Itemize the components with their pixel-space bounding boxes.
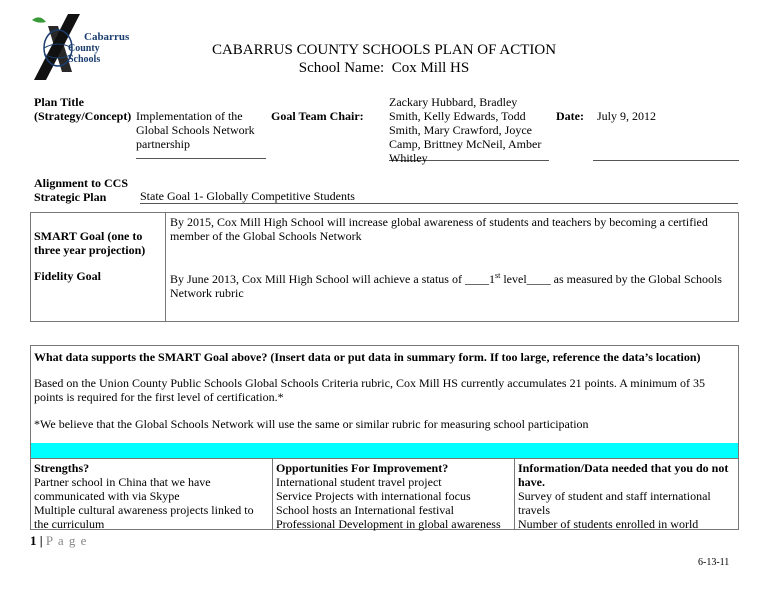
data-question: What data supports the SMART Goal above? (Insert data or put data in summary form. If too large, reference the data’s location) <box>34 350 701 364</box>
highlight-band <box>31 443 738 458</box>
strengths-item: Multiple cultural awareness projects linked to the curriculum <box>34 503 254 531</box>
opportunities-item: Professional Development in global awareness <box>276 517 501 531</box>
school-name-label: School Name: <box>298 60 385 76</box>
opportunities-item: International student travel project <box>276 475 442 489</box>
alignment-label-line2: Strategic Plan <box>34 190 107 204</box>
alignment-label-line1: Alignment to CCS <box>34 176 129 190</box>
fidelity-text-end: level____ as measured by the Global Schools Network rubric <box>170 272 722 300</box>
goals-table-divider <box>165 212 166 322</box>
info-needed-item: Survey of student and staff international travels <box>518 489 711 517</box>
plan-title-value: Implementation of the Global Schools Network partnership <box>136 109 266 159</box>
page-title: CABARRUS COUNTY SCHOOLS PLAN OF ACTION <box>211 42 557 58</box>
alignment-value: State Goal 1- Globally Competitive Students <box>140 189 738 204</box>
info-needed-column <box>518 461 736 531</box>
data-paragraph-2: *We believe that the Global Schools Network will use the same or similar rubric for measuring school participation <box>34 417 589 431</box>
plan-title-label-line2: (Strategy/Concept) <box>34 109 132 123</box>
fidelity-goal-label: Fidelity Goal <box>34 269 101 283</box>
alignment-label <box>34 176 154 204</box>
smart-goal-label: SMART Goal (one to three year projection) <box>34 229 146 257</box>
smart-goal-text: By 2015, Cox Mill High School will increase global awareness of students and teachers by becoming a certified member of the Global Schools Network <box>170 215 708 243</box>
opportunities-title: Opportunities For Improvement? <box>276 461 449 475</box>
page-footer: 1 | P a g e <box>30 533 88 548</box>
document-code: 6-13-11 <box>698 557 730 568</box>
strengths-column <box>34 461 270 531</box>
opportunities-item: School hosts an International festival <box>276 503 454 517</box>
opportunities-column <box>276 461 512 531</box>
date-underline <box>593 160 739 161</box>
goal-team-chair-value: Zackary Hubbard, Bradley Smith, Kelly Edwards, Todd Smith, Mary Crawford, Joyce Camp, Brittney McNeil, Amber Whitley <box>389 95 549 161</box>
logo-text-line2: County Schools <box>68 43 101 65</box>
school-name-line <box>0 60 768 77</box>
goal-team-chair-label: Goal Team Chair: <box>271 109 364 123</box>
strengths-item: Partner school in China that we have communicated with via Skype <box>34 475 211 503</box>
plan-title-label-line1: Plan Title <box>34 95 84 109</box>
fidelity-goal-text <box>170 269 725 300</box>
logo-text-line1: Cabarrus <box>84 31 130 43</box>
info-needed-title: Information/Data needed that you do not have. <box>518 461 729 489</box>
plan-title-label <box>34 95 144 123</box>
info-needed-item: Number of students enrolled in world <box>518 517 699 531</box>
school-name-value: Cox Mill HS <box>391 60 470 76</box>
column-divider-1 <box>272 458 273 530</box>
date-label: Date: <box>556 109 584 123</box>
strengths-title: Strengths? <box>34 461 90 475</box>
column-divider-2 <box>514 458 515 530</box>
page-number: 1 <box>30 533 37 548</box>
date-value: July 9, 2012 <box>597 109 657 123</box>
data-paragraph-1: Based on the Union County Public Schools Global Schools Criteria rubric, Cox Mill HS currently accumulates 21 points. A minimum of 35 points is required for the first level of certification.* <box>34 376 705 404</box>
fidelity-text-sup: st <box>494 271 501 280</box>
page-word: P a g e <box>45 533 88 548</box>
fidelity-text-start: By June 2013, Cox Mill High School will achieve a status of ____1 <box>170 272 495 286</box>
columns-top-border <box>31 458 738 459</box>
opportunities-item: Service Projects with international focus <box>276 489 471 503</box>
